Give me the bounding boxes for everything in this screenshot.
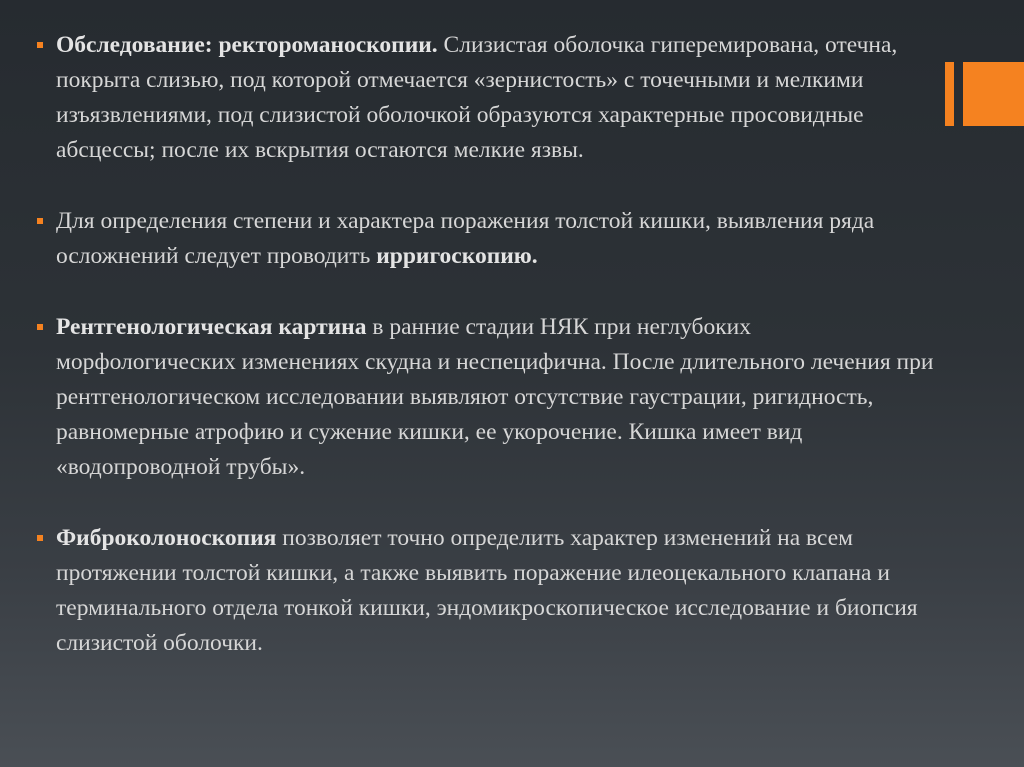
paragraph-colonoscopy-bold: Фиброколоноскопия [56, 525, 277, 551]
paragraph-colonoscopy-text: позволяет точно определить характер изменений на всем протяжении толстой кишки, а также выявить поражение илеоцекального клапана и терминального отдела тонкой кишки, эндомикроскопическое исследование и биопсия слизистой оболочки. [56, 525, 918, 656]
paragraph-rectoscopy-text: Слизистая оболочка гиперемирована, отечна, покрыта слизью, под которой отмечается «зернистость» с точечными и мелкими изъязвлениями, под слизистой оболочкой образуются характерные просовидные абсцессы; после их вскрытия остаются мелкие язвы. [56, 32, 898, 163]
accent-bar-thin [945, 62, 954, 126]
paragraph-xray-text: в ранние стадии НЯК при неглубоких морфологических изменениях скудна и неспецифична. После длительного лечения при рентгенологическом исследовании выявляют отсутствие гаустрации, ригидность, равномерные атрофию и сужение кишки, ее укорочение. Кишка имеет вид «водопроводной трубы». [56, 314, 934, 480]
paragraph-colonoscopy [36, 521, 936, 661]
paragraph-rectoscopy-bold: Обследование: ректороманоскопии. [56, 32, 438, 58]
paragraph-irrigoscopy-text: Для определения степени и характера поражения толстой кишки, выявления ряда осложнений следует проводить [56, 208, 875, 269]
slide-content [36, 28, 936, 697]
paragraph-irrigoscopy-bold: ирригоскопию. [376, 243, 538, 269]
paragraph-irrigoscopy [36, 204, 936, 274]
accent-bar-wide [963, 62, 1024, 126]
paragraph-xray [36, 310, 936, 485]
paragraph-rectoscopy [36, 28, 936, 168]
paragraph-xray-bold: Рентгенологическая картина [56, 314, 367, 340]
